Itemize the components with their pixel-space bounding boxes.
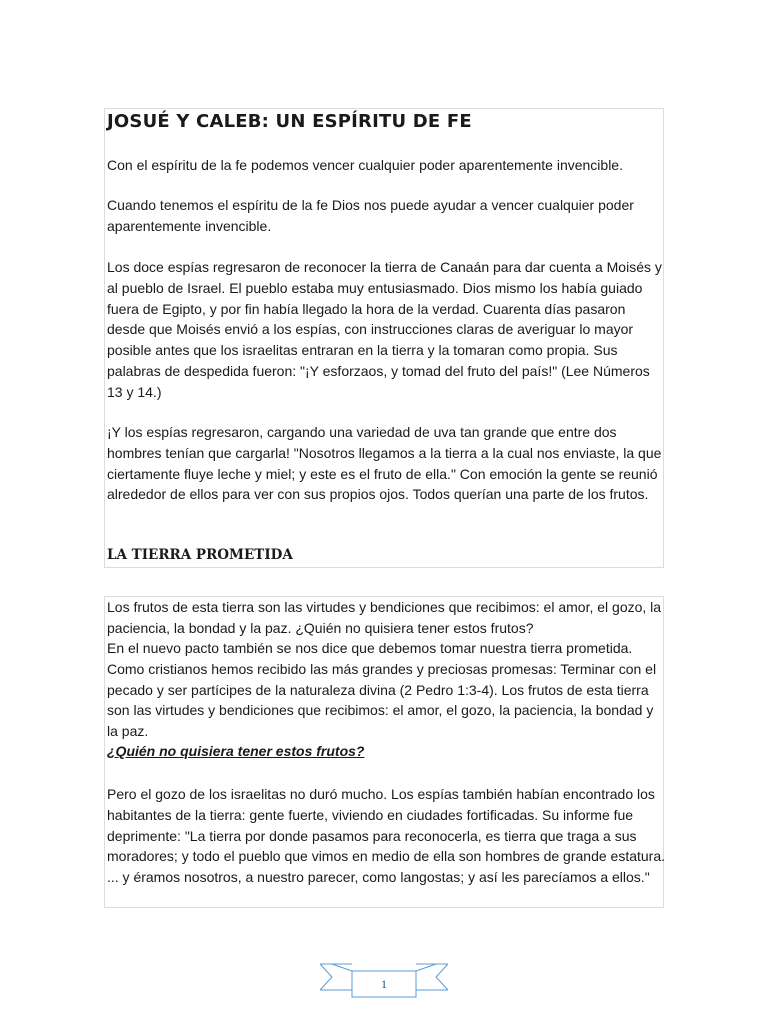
emphasized-question: ¿Quién no quisiera tener estos frutos?: [107, 743, 365, 759]
section-heading-promised-land: LA TIERRA PROMETIDA: [107, 547, 293, 563]
document-title: JOSUÉ Y CALEB: UN ESPÍRITU DE FE: [107, 111, 472, 132]
text-block-promised-land: [104, 596, 664, 908]
paragraph-spies-report: Pero el gozo de los israelitas no duró mucho. Los espías también habían encontrado los habitantes de la tierra: gente fuerte, viviendo en ciudades fortificadas. Su informe fue deprimente: "La tierra por donde pasamos para reconocerla, es tierra que traga a sus moradores; y todo el pueblo que vimos en medio de ella son hombres de grande estatura. ... y éramos nosotros, a nuestro parecer, como langostas; y así les parecíamos a ellos.": [107, 786, 666, 886]
paragraph-spirit-of-faith: Cuando tenemos el espíritu de la fe Dios nos puede ayudar a vencer cualquier poder aparentemente invencible.: [107, 197, 634, 234]
paragraph-spies-returned: ¡Y los espías regresaron, cargando una variedad de uva tan grande que entre dos hombres tenían que cargarla! "Nosotros llegamos a la tierra a la cual nos enviaste, la que ciertamente fluye leche y miel; y este es el fruto de ella." Con emoción la gente se reunió alrededor de ellos para ver con sus propios ojos. Todos querían una parte de los frutos.: [107, 424, 662, 503]
paragraph-intro: Con el espíritu de la fe podemos vencer cualquier poder aparentemente invencible.: [107, 157, 623, 173]
paragraph-twelve-spies: Los doce espías regresaron de reconocer la tierra de Canaán para dar cuenta a Moisés y al pueblo de Israel. El pueblo estaba muy entusiasmado. Dios mismo los había guiado fuera de Egipto, y por fin había llegado la hora de la verdad. Cuarenta días pasaron desde que Moisés envió a los espías, con instrucciones claras de averiguar lo mayor posible antes que los israelitas entraran en la tierra y la tomaran como propia. Sus palabras de despedida fueron: "¡Y esforzaos, y tomad del fruto del país!" (Lee Números 13 y 14.): [107, 259, 662, 400]
paragraph-fruits: Los frutos de esta tierra son las virtudes y bendiciones que recibimos: el amor, el gozo, la paciencia, la bondad y la paz. ¿Quién no quisiera tener estos frutos?: [107, 599, 662, 636]
page-number: 1: [381, 977, 387, 991]
paragraph-new-covenant: En el nuevo pacto también se nos dice que debemos tomar nuestra tierra prometida. Como cristianos hemos recibido las más grandes y preciosas promesas: Terminar con el pecado y ser partícipes de la naturaleza divina (2 Pedro 1:3-4). Los frutos de esta tierra son las virtudes y bendiciones que recibimos: el amor, el gozo, la paciencia, la bondad y la paz.: [107, 640, 657, 740]
text-block-intro: [104, 108, 664, 568]
